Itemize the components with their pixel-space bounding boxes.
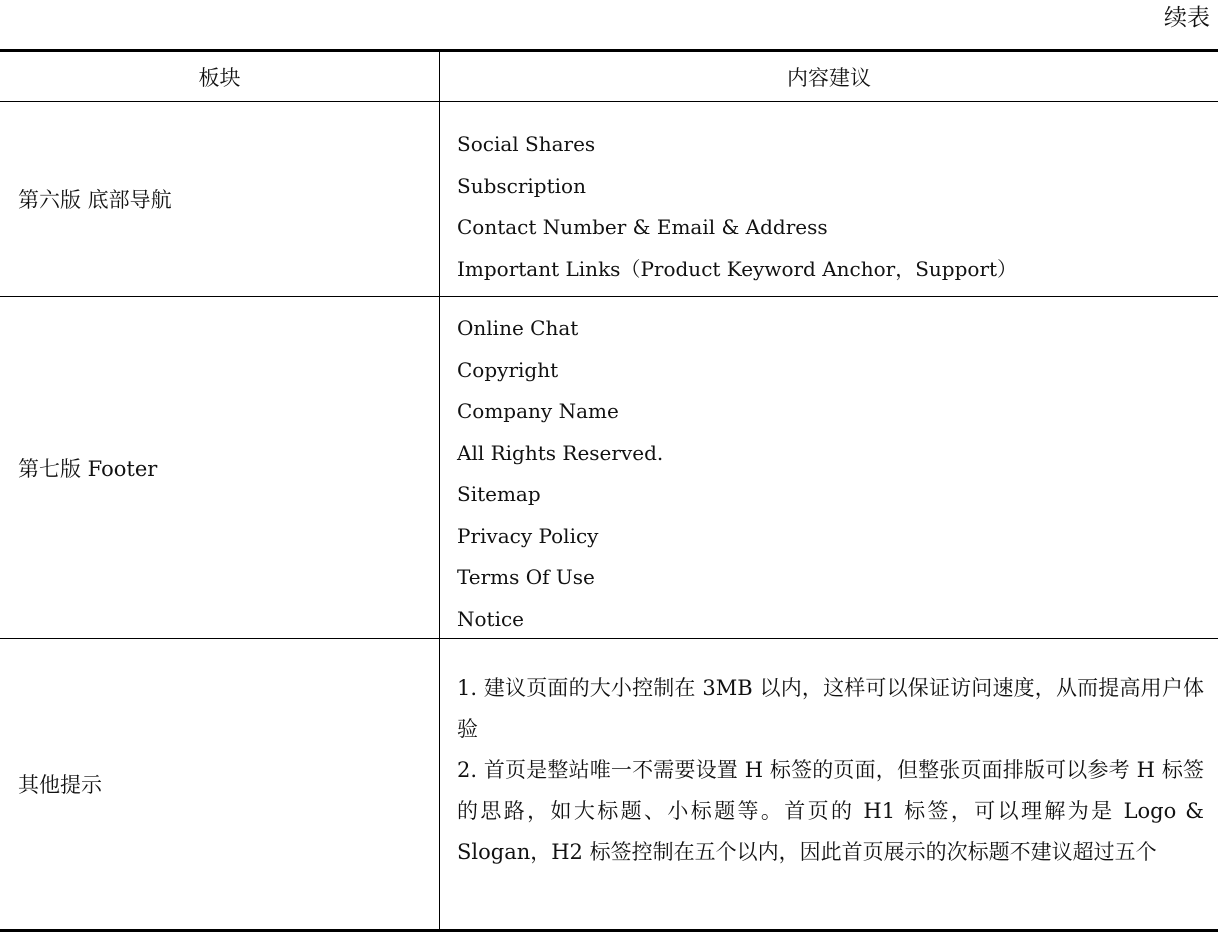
- content-table: [0, 49, 1218, 932]
- list-item: Subscription: [457, 173, 586, 198]
- list-item: Contact Number & Email & Address: [457, 215, 828, 239]
- continued-label: 续表: [1164, 5, 1210, 31]
- header-section-label: 板块: [198, 65, 241, 90]
- section-label: 其他提示: [18, 773, 102, 797]
- list-item: Privacy Policy: [457, 523, 599, 548]
- list-item: Social Shares: [457, 132, 596, 156]
- tip-paragraph: 2. 首页是整站唯一不需要设置 H 标签的页面，但整张页面排版可以参考 H 标签的思路，如大标题、小标题等。首页的 H1 标签，可以理解为是 Logo & Slogan，H2 标签控制在五个以内，因此首页展示的次标题不建议超过五个: [457, 758, 1204, 864]
- section-cell: [0, 639, 440, 929]
- header-content-label: 内容建议: [787, 65, 871, 90]
- header-section: [0, 52, 440, 101]
- content-cell: [440, 639, 1218, 929]
- content-cell: [440, 297, 1218, 638]
- list-item: Notice: [457, 606, 525, 631]
- table-row: [0, 102, 1218, 297]
- list-item: Company Name: [457, 399, 619, 423]
- table-header-row: [0, 52, 1218, 102]
- list-item: Sitemap: [457, 482, 541, 506]
- content-cell: [440, 102, 1218, 296]
- list-item: Online Chat: [457, 316, 579, 340]
- table-row: [0, 639, 1218, 929]
- list-item: Terms Of Use: [457, 565, 595, 589]
- section-label: 第七版 Footer: [18, 456, 158, 481]
- list-item: All Rights Reserved.: [457, 440, 664, 465]
- section-cell: [0, 297, 440, 638]
- header-content: [440, 52, 1218, 101]
- section-cell: [0, 102, 440, 296]
- section-label: 第六版 底部导航: [18, 188, 172, 212]
- list-item: Copyright: [457, 357, 559, 382]
- table-row: [0, 297, 1218, 639]
- tip-paragraph: 1. 建议页面的大小控制在 3MB 以内，这样可以保证访问速度，从而提高用户体验: [457, 676, 1204, 741]
- list-item: Important Links（Product Keyword Anchor，Support）: [457, 256, 1018, 281]
